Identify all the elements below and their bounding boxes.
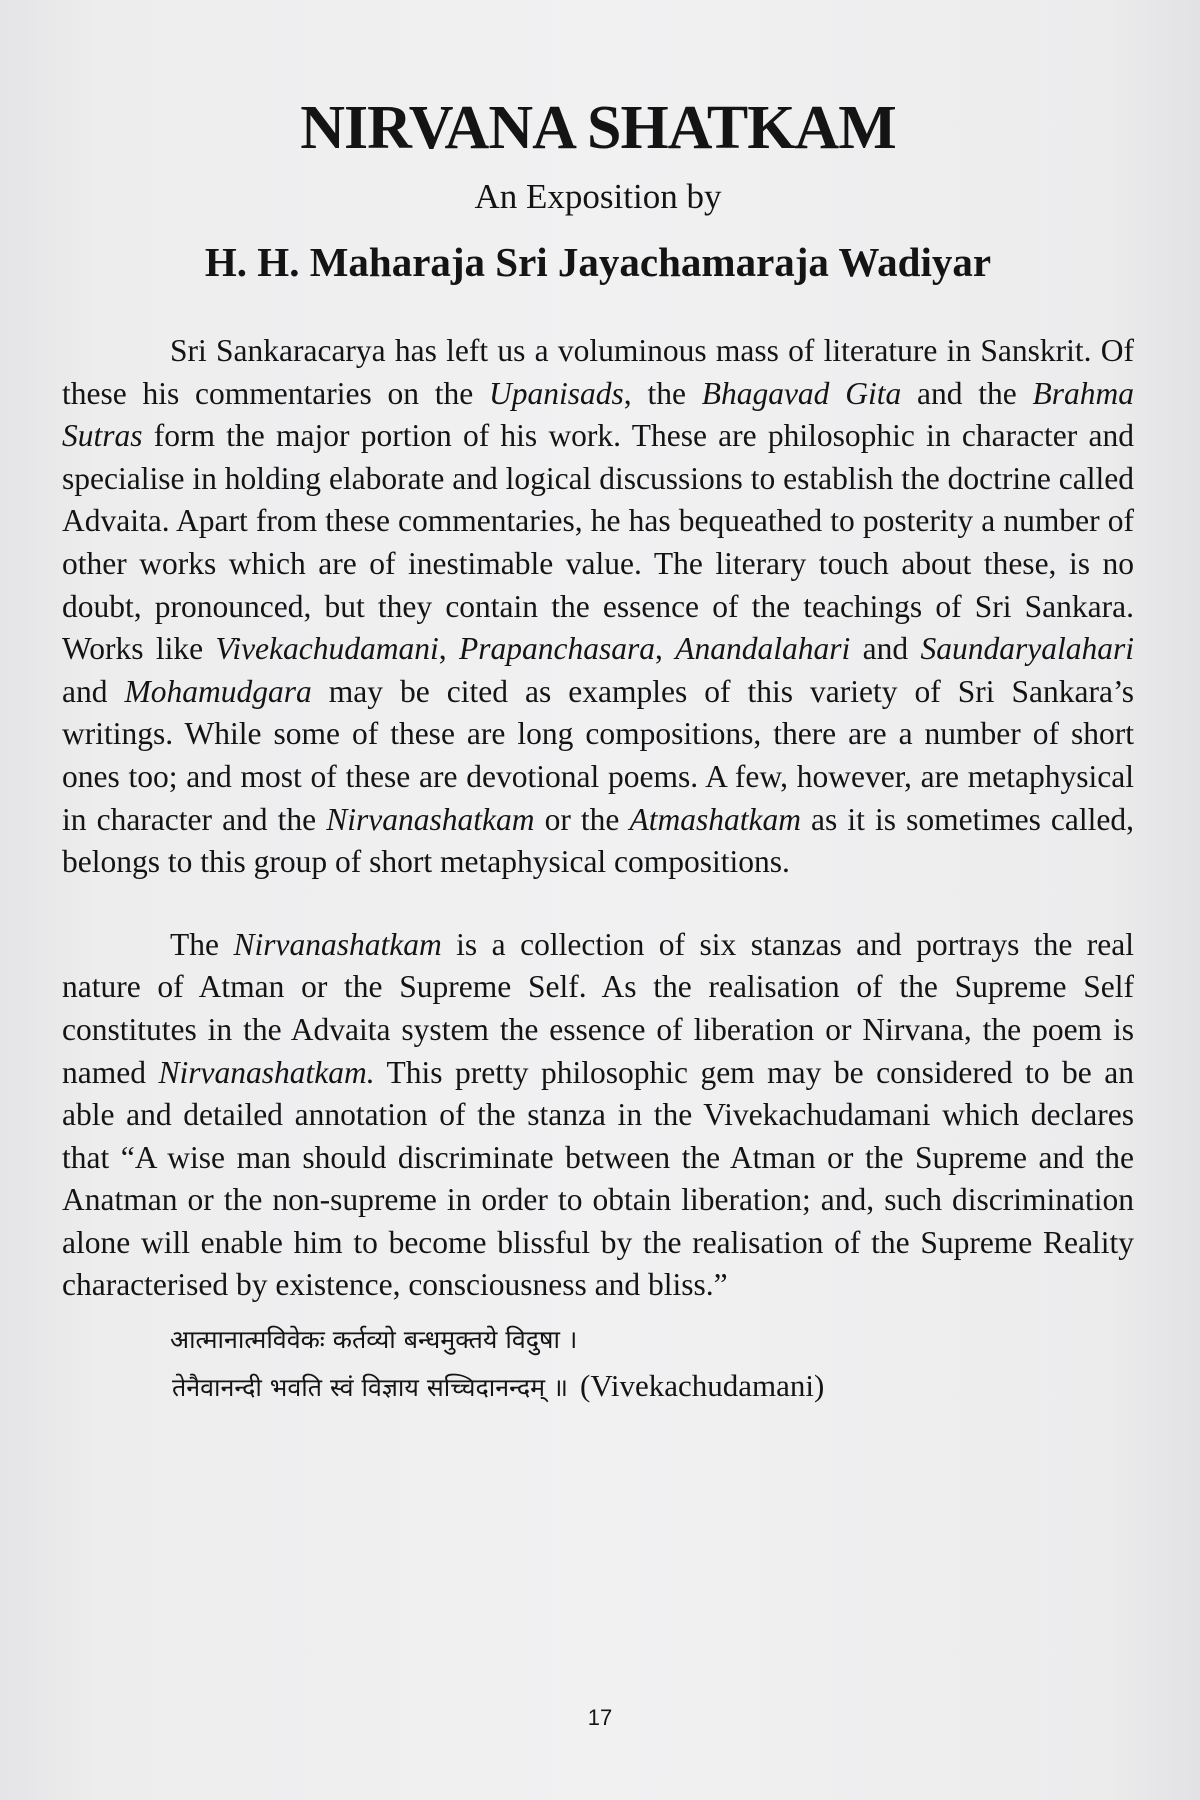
italic-title: Anandalahari — [675, 631, 851, 667]
italic-title: Vivekachudamani — [215, 631, 439, 667]
paragraph-1 — [62, 330, 1134, 884]
text-run: or the — [534, 801, 630, 837]
italic-title: Mohamudgara — [124, 673, 312, 709]
page-title: NIRVANA SHATKAM — [300, 94, 896, 162]
text-run: may be cited as examples of this variety of Sri Sankara’s writings. While some of these are long compositions, there are a number of short ones too; and most of these are devotional poems. A few, however, are metaphysical in character and the — [62, 673, 1134, 837]
verse-line-2-text: तेनैवानन्दी भवति स्वं विज्ञाय सच्चिदानन्दम् ॥ — [172, 1373, 569, 1403]
subtitle: An Exposition by — [474, 177, 722, 216]
text-run: and — [62, 673, 125, 709]
page-number: 17 — [587, 1705, 613, 1730]
text-run: as it is sometimes called, belongs to this group of short metaphysical compositions. — [62, 801, 1134, 880]
text-run: is a collection of six stanzas and portrays the real nature of Atman or the Supreme Self. As the realisation of the Supreme Self constitutes in the Advaita system the essence of liberation or Nirvana, the poem is named — [62, 926, 1134, 1090]
verse-line-1: आत्मानात्मविवेकः कर्तव्यो बन्धमुक्तये विदुषा । — [170, 1325, 578, 1355]
italic-title: Saundaryalahari — [920, 631, 1135, 667]
text-run: , — [438, 631, 460, 667]
text-run: and — [850, 631, 921, 667]
text-run: Sri Sankaracarya has left us a voluminous mass of literature in Sanskrit. Of these his commentaries on the — [62, 333, 1134, 411]
paragraph-2 — [62, 924, 1134, 1307]
italic-title: Nirvanashatkam — [233, 926, 442, 962]
italic-title: Prapanchasara — [459, 631, 656, 667]
italic-title: Brahma Sutras — [62, 375, 1134, 454]
italic-title: Bhagavad Gita — [701, 375, 902, 411]
text-run: The — [170, 926, 234, 962]
sanskrit-verse — [62, 1317, 1134, 1411]
text-run: This pretty philosophic gem may be considered to be an able and detailed annotation of the stanza in the Vivekachudamani which declares that “A wise man should discriminate between the Atman or the Supreme and the Anatman or the non-supreme in order to obtain liberation; and, such discrimination alone will enable him to become blissful by the realisation of the Supreme Reality characterised by existence, consciousness and bliss.” — [62, 1054, 1135, 1303]
verse-line-2 — [62, 1363, 1134, 1411]
italic-title: Atmashatkam — [629, 801, 801, 837]
verse-source: (Vivekachudamani) — [580, 1368, 825, 1404]
italic-title: Nirvanashatkam — [326, 801, 535, 837]
text-run: , the — [623, 375, 702, 411]
text-run: , — [655, 631, 676, 667]
text-run: form the major portion of his work. These are philosophic in character and specialise in holding elaborate and logical discussions to establish the doctrine called Advaita. Apart from these commentaries, he has bequeathed to posterity a number of other works which are of inestimable value. The literary touch about these, is no doubt, pronounced, but they contain the essence of the teachings of Sri Sankara. Works like — [62, 418, 1134, 667]
text-run: and the — [901, 375, 1033, 411]
italic-title: Nirvanashatkam. — [158, 1054, 375, 1090]
page-content — [62, 88, 1134, 1411]
author-name: H. H. Maharaja Sri Jayachamaraja Wadiyar — [204, 239, 992, 285]
italic-title: Upanisads — [489, 375, 624, 411]
